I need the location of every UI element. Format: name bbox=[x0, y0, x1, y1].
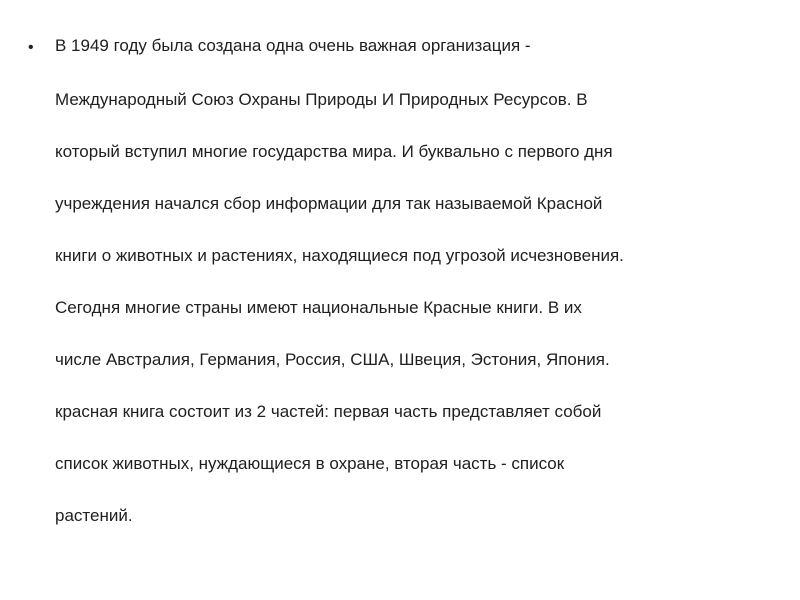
text-line-2: Международный Союз Охраны Природы И Природных Ресурсов. В bbox=[55, 90, 588, 109]
text-line-3: который вступил многие государства мира. И буквально с первого дня bbox=[55, 142, 613, 161]
text-line-5: книги о животных и растениях, находящиеся под угрозой исчезновения. bbox=[55, 246, 624, 265]
text-line-1: В 1949 году была создана одна очень важная организация - bbox=[55, 36, 531, 55]
text-line-9: список животных, нуждающиеся в охране, вторая часть - список bbox=[55, 454, 565, 473]
text-line-10: растений. bbox=[55, 506, 133, 525]
text-line-4: учреждения начался сбор информации для так называемой Красной bbox=[55, 194, 603, 213]
text-line-8: красная книга состоит из 2 частей: первая часть представляет собой bbox=[55, 402, 602, 421]
bullet-marker: • bbox=[28, 39, 34, 56]
text-line-7: числе Австралия, Германия, Россия, США, Швеция, Эстония, Япония. bbox=[55, 350, 610, 369]
text-line-6: Сегодня многие страны имеют национальные Красные книги. В их bbox=[55, 298, 582, 317]
